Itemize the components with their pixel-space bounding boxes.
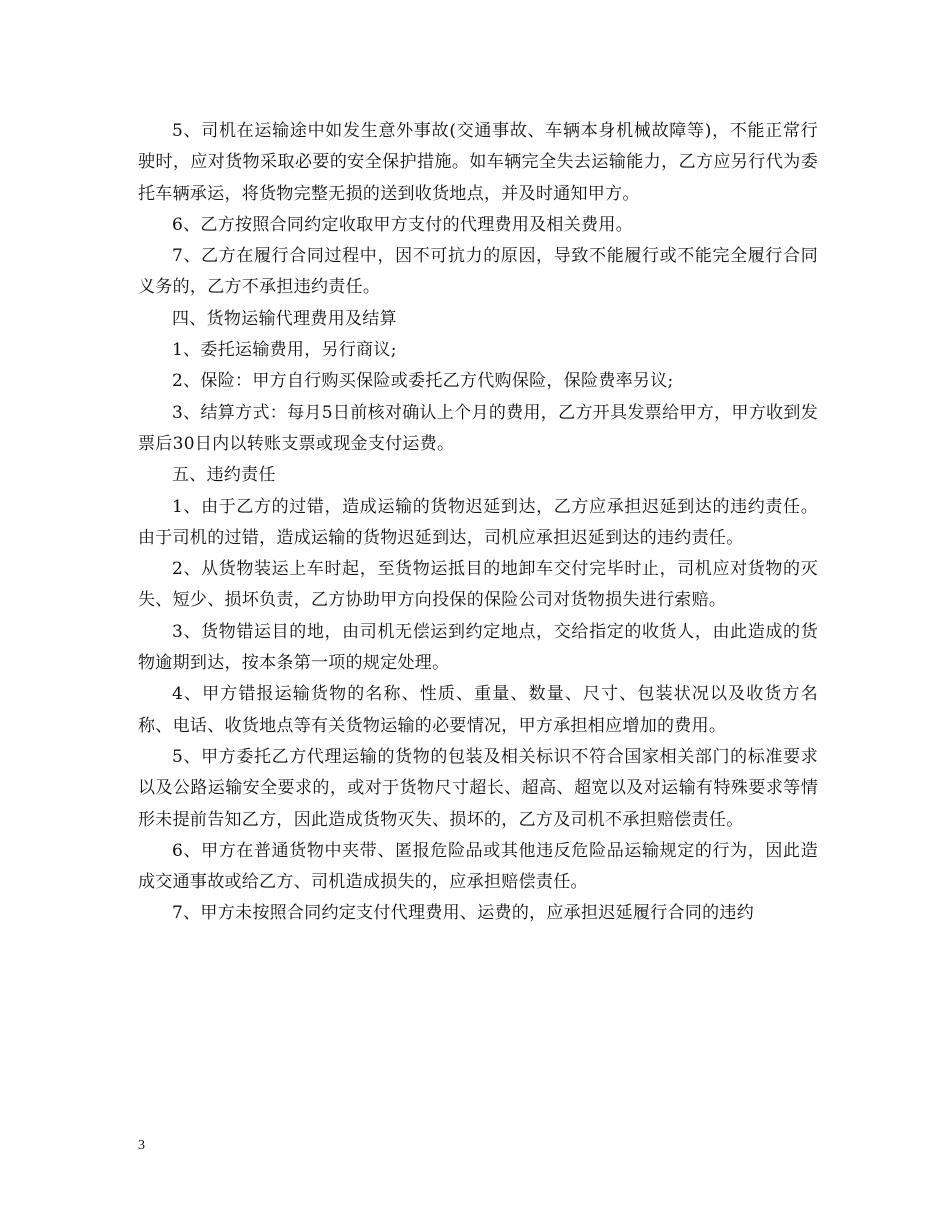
section-heading: 四、货物运输代理费用及结算	[172, 308, 397, 329]
clause-paragraph: 4、甲方错报运输货物的名称、性质、重量、数量、尺寸、包装状况以及收货方名称、电话、收货地点等有关货物运输的必要情况，甲方承担相应增加的费用。	[138, 684, 818, 736]
clause-paragraph: 5、司机在运输途中如发生意外事故(交通事故、车辆本身机械故障等)，不能正常行驶时，应对货物采取必要的安全保护措施。如车辆完全失去运输能力，乙方应另行代为委托车辆承运，将货物完整无损的送到收货地点，并及时通知甲方。	[138, 121, 818, 204]
clause-paragraph: 2、从货物装运上车时起，至货物运抵目的地卸车交付完毕时止，司机应对货物的灭失、短少、损坏负责，乙方协助甲方向投保的保险公司对货物损失进行索赔。	[138, 559, 818, 611]
clause-paragraph: 1、委托运输费用，另行商议;	[172, 340, 397, 361]
clause-paragraph: 6、甲方在普通货物中夹带、匿报危险品或其他违反危险品运输规定的行为，因此造成交通事故或给乙方、司机造成损失的，应承担赔偿责任。	[138, 840, 818, 893]
clause-paragraph: 7、乙方在履行合同过程中，因不可抗力的原因，导致不能履行或不能完全履行合同义务的，乙方不承担违约责任。	[138, 246, 818, 298]
clause-paragraph: 6、乙方按照合同约定收取甲方支付的代理费用及相关费用。	[172, 214, 633, 235]
clause-paragraph: 2、保险：甲方自行购买保险或委托乙方代购保险，保险费率另议;	[172, 371, 674, 392]
clause-paragraph: 7、甲方未按照合同约定支付代理费用、运费的，应承担迟延履行合同的违约	[172, 903, 755, 924]
clause-paragraph: 5、甲方委托乙方代理运输的货物的包装及相关标识不符合国家相关部门的标准要求以及公路运输安全要求的，或对于货物尺寸超长、超高、超宽以及对运输有特殊要求等情形未提前告知乙方，因此造成货物灭失、损坏的，乙方及司机不承担赔偿责任。	[138, 746, 818, 830]
clause-paragraph: 1、由于乙方的过错，造成运输的货物迟延到达，乙方应承担迟延到达的违约责任。由于司机的过错，造成运输的货物迟延到达，司机应承担迟延到达的违约责任。	[138, 496, 818, 548]
page-number: 3	[138, 1138, 145, 1153]
section-heading: 五、违约责任	[172, 465, 276, 486]
clause-paragraph: 3、货物错运目的地，由司机无偿运到约定地点，交给指定的收货人，由此造成的货物逾期到达，按本条第一项的规定处理。	[138, 621, 818, 674]
document-body	[138, 116, 818, 930]
clause-paragraph: 3、结算方式：每月5日前核对确认上个月的费用，乙方开具发票给甲方，甲方收到发票后30日内以转账支票或现金支付运费。	[138, 402, 818, 454]
